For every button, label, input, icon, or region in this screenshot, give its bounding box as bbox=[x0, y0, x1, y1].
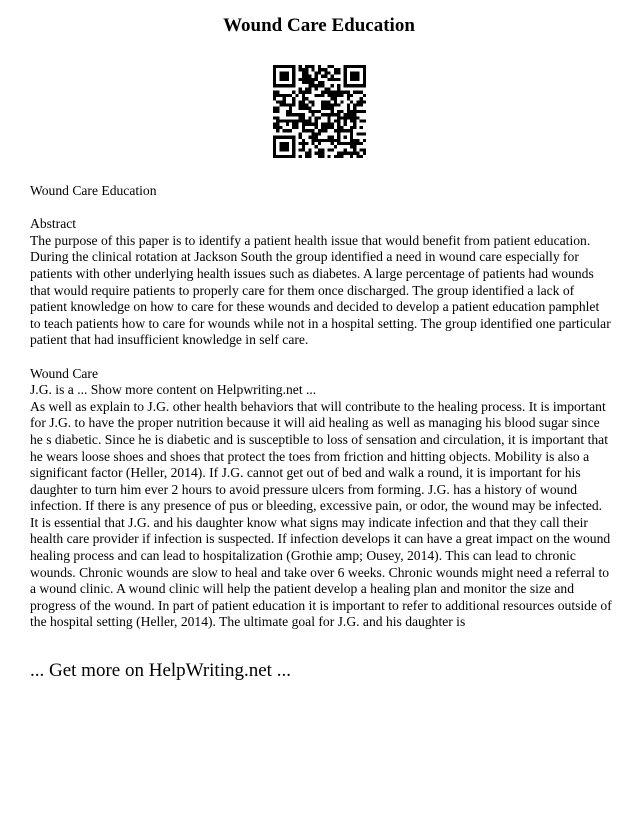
get-more-link[interactable]: ... Get more on HelpWriting.net ... bbox=[30, 660, 291, 681]
paragraph-gap bbox=[30, 349, 612, 366]
abstract-paragraph: The purpose of this paper is to identify a patient health issue that would benefit from patient education. During the clinical rotation at Jackson South the group identified a need in wound care especially for patients with other underlying health issues such as diabetes. A large percentage of patients had wounds that would require patients to properly care for them once discharged. The group identified a lack of patient knowledge on how to care for these wounds and decided to develop a patient education pamphlet to teach patients how to care for wounds while not in a hospital setting. The group identified one particular patient that had insufficient knowledge in self care. bbox=[30, 232, 611, 348]
body-heading: Wound Care Education bbox=[30, 183, 157, 198]
document-body bbox=[30, 183, 612, 631]
page-title: Wound Care Education bbox=[223, 15, 415, 36]
abstract-heading: Abstract bbox=[30, 216, 77, 232]
qr-code-icon[interactable] bbox=[273, 65, 366, 158]
section-heading: Wound Care bbox=[30, 365, 98, 381]
section-paragraph: As well as explain to J.G. other health behaviors that will contribute to the healing process. It is important for J.G. to have the proper nutrition because it will aid healing as well as managing his blood sugar since he s diabetic. Since he is diabetic and is susceptible to loss of sensation and circulation, it is important that he wears loose shoes and shoes that protect the toes from friction and hitting objects. Mobility is also a significant factor (Heller, 2014). If J.G. cannot get out of bed and walk a round, it is important for his daughter to turn him ever 2 hours to avoid pressure ulcers from forming. J.G. has a history of wound infection. If there is any presence of pus or bleeding, excessive pain, or odor, the wound may be infected. It is essential that J.G. and his daughter know what signs may indicate infection and that they call their health care provider if infection is suspected. If infection develops it can have a great impact on the wound healing process and can lead to hospitalization (Grothie amp; Ousey, 2014). This can lead to chronic wounds. Chronic wounds are slow to heal and take over 6 weeks. Chronic wounds might need a referral to a wound clinic. A wound clinic will help the patient develop a healing plan and monitor the size and progress of the wound. In part of patient education it is important to refer to additional resources outside of the hospital setting (Heller, 2014). The ultimate goal for J.G. and his daughter is bbox=[30, 398, 612, 630]
teaser-line: J.G. is a ... Show more content on Helpwriting.net ... bbox=[30, 382, 317, 398]
paragraph-gap bbox=[30, 200, 612, 217]
